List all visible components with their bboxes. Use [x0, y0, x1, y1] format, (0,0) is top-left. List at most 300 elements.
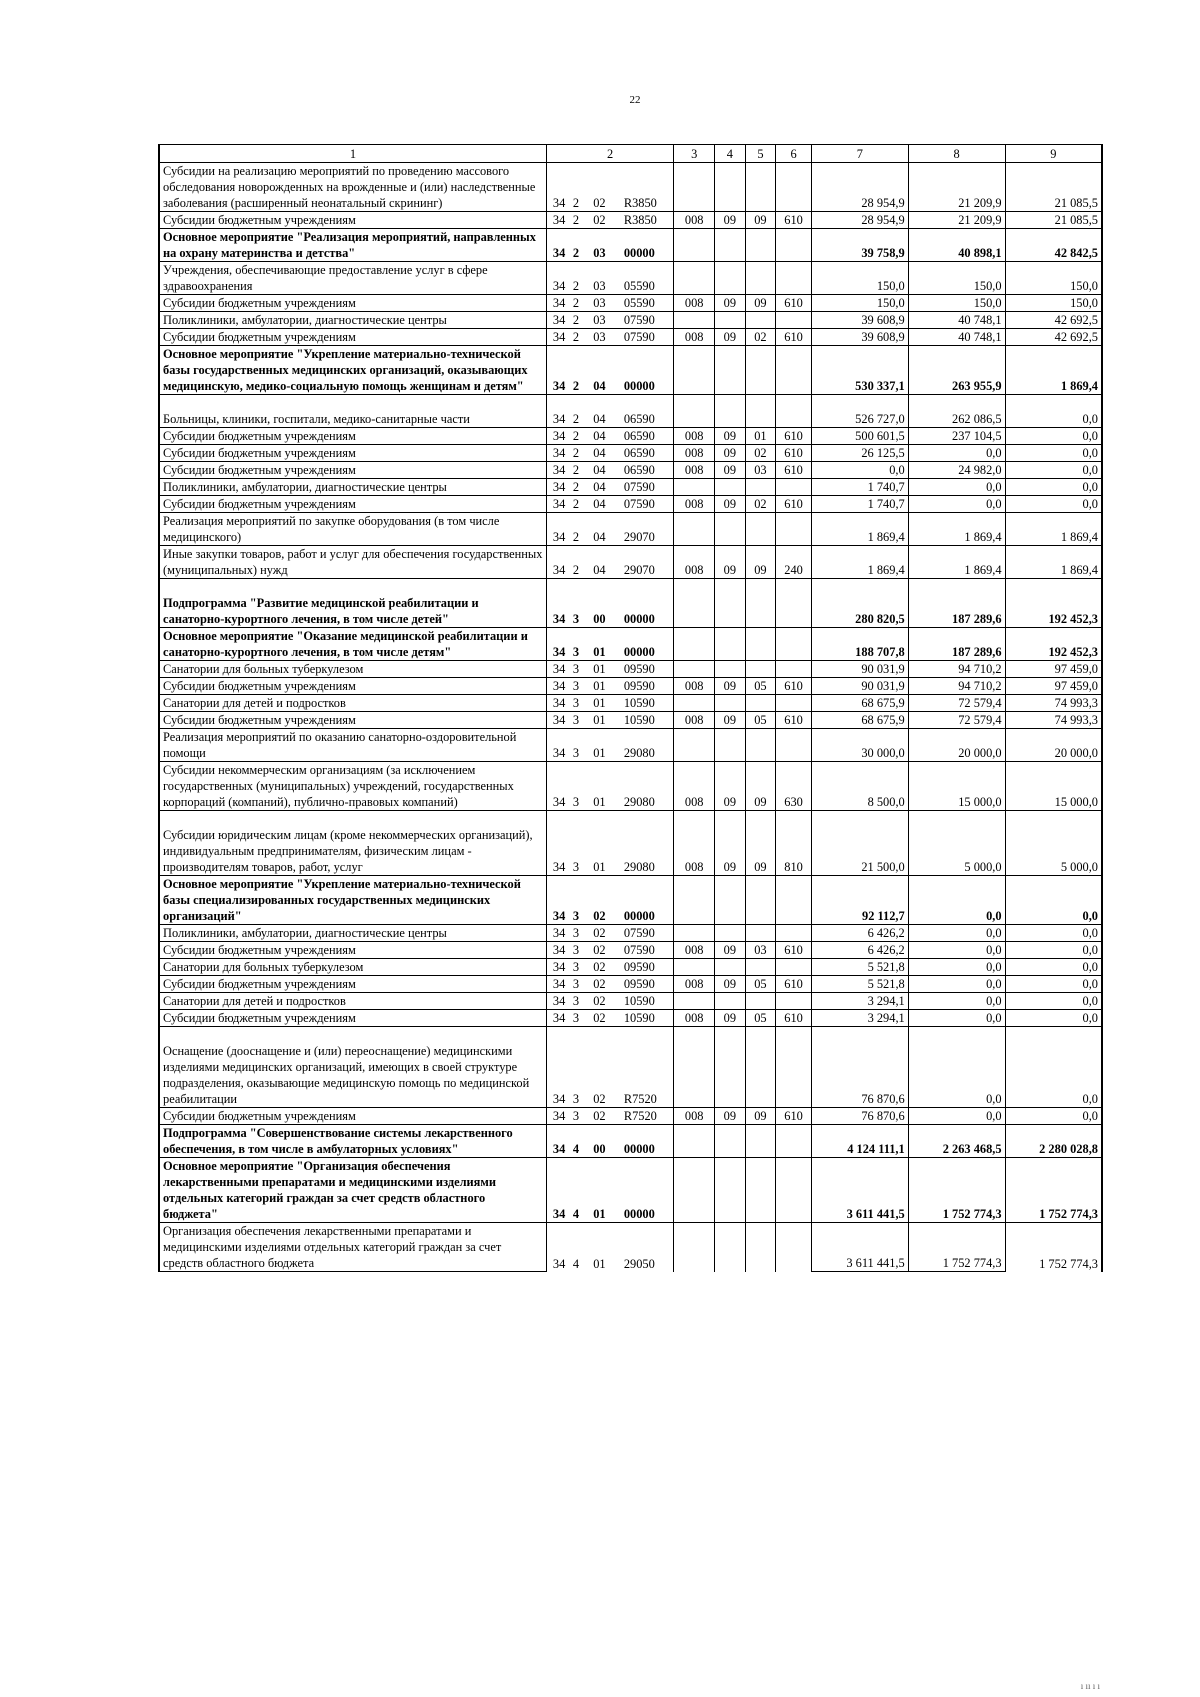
ministry-code	[674, 695, 715, 712]
table-row	[159, 628, 1102, 661]
direction-code: 09590	[623, 661, 674, 678]
expense-type-code: 610	[776, 1010, 812, 1027]
program-code: 34	[546, 661, 571, 678]
row-name: Основное мероприятие "Оказание медицинской реабилитации и санаторно-курортного лечения, в том числе детям"	[159, 628, 546, 661]
section-code: 09	[715, 712, 746, 729]
ministry-code: 008	[674, 546, 715, 579]
subsection-code: 09	[745, 811, 776, 876]
subprogram-code: 4	[572, 1158, 592, 1223]
expense-type-code	[776, 876, 812, 925]
amount-year-3: 0,0	[1005, 1108, 1102, 1125]
amount-year-1: 500 601,5	[811, 428, 908, 445]
section-code	[715, 513, 746, 546]
expense-type-code: 610	[776, 712, 812, 729]
column-header-2: 2	[546, 145, 673, 163]
row-name: Основное мероприятие "Укрепление материально-технической базы государственных медицинских организаций, оказывающих медицинскую, медико-социальную помощь женщинам и детям"	[159, 346, 546, 395]
expense-type-code	[776, 513, 812, 546]
table-row	[159, 1108, 1102, 1125]
subsection-code: 03	[745, 942, 776, 959]
row-name: Субсидии бюджетным учреждениям	[159, 428, 546, 445]
ministry-code	[674, 479, 715, 496]
amount-year-2: 0,0	[908, 1027, 1005, 1108]
expense-type-code: 630	[776, 762, 812, 811]
amount-year-1: 68 675,9	[811, 695, 908, 712]
expense-type-code	[776, 661, 812, 678]
amount-year-2: 0,0	[908, 976, 1005, 993]
program-code: 34	[546, 1027, 571, 1108]
row-name: Подпрограмма "Развитие медицинской реабилитации и санаторно-курортного лечения, в том числе детей"	[159, 579, 546, 628]
amount-year-2: 262 086,5	[908, 395, 1005, 428]
amount-year-2: 0,0	[908, 925, 1005, 942]
program-code: 34	[546, 762, 571, 811]
row-name: Реализация мероприятий по оказанию санаторно-оздоровительной помощи	[159, 729, 546, 762]
expense-type-code	[776, 229, 812, 262]
program-code: 34	[546, 712, 571, 729]
subprogram-code: 2	[572, 212, 592, 229]
amount-year-1: 28 954,9	[811, 163, 908, 212]
amount-year-3: 15 000,0	[1005, 762, 1102, 811]
subsection-code	[745, 959, 776, 976]
amount-year-3: 97 459,0	[1005, 661, 1102, 678]
program-code: 34	[546, 295, 571, 312]
row-name: Субсидии бюджетным учреждениям	[159, 295, 546, 312]
measure-code: 01	[592, 1223, 623, 1272]
expense-type-code	[776, 1027, 812, 1108]
subsection-code: 09	[745, 295, 776, 312]
column-header-9: 9	[1005, 145, 1102, 163]
amount-year-1: 280 820,5	[811, 579, 908, 628]
amount-year-2: 94 710,2	[908, 661, 1005, 678]
table-row	[159, 1158, 1102, 1223]
subsection-code	[745, 1158, 776, 1223]
amount-year-2: 40 748,1	[908, 312, 1005, 329]
row-name: Оснащение (дооснащение и (или) переоснащение) медицинскими изделиями медицинских организаций, имеющих в своей структуре подразделения, оказывающие медицинскую помощь по медицинской реабилитации	[159, 1027, 546, 1108]
ministry-code	[674, 346, 715, 395]
amount-year-2: 21 209,9	[908, 163, 1005, 212]
table-row	[159, 678, 1102, 695]
subprogram-code: 3	[572, 876, 592, 925]
table-row	[159, 163, 1102, 212]
subsection-code	[745, 729, 776, 762]
amount-year-3: 20 000,0	[1005, 729, 1102, 762]
direction-code: 10590	[623, 1010, 674, 1027]
subsection-code	[745, 661, 776, 678]
column-header-5: 5	[745, 145, 776, 163]
table-row	[159, 942, 1102, 959]
ministry-code: 008	[674, 428, 715, 445]
column-header-8: 8	[908, 145, 1005, 163]
program-code: 34	[546, 976, 571, 993]
section-code	[715, 1158, 746, 1223]
subprogram-code: 3	[572, 959, 592, 976]
amount-year-1: 8 500,0	[811, 762, 908, 811]
expense-type-code: 610	[776, 295, 812, 312]
expense-type-code: 610	[776, 212, 812, 229]
direction-code: R3850	[623, 212, 674, 229]
section-code: 09	[715, 329, 746, 346]
table-row	[159, 712, 1102, 729]
amount-year-3: 0,0	[1005, 462, 1102, 479]
section-code	[715, 925, 746, 942]
program-code: 34	[546, 729, 571, 762]
budget-table	[158, 144, 1103, 1272]
amount-year-2: 1 869,4	[908, 513, 1005, 546]
section-code: 09	[715, 212, 746, 229]
direction-code: 29080	[623, 762, 674, 811]
subprogram-code: 2	[572, 229, 592, 262]
subprogram-code: 2	[572, 163, 592, 212]
ministry-code: 008	[674, 329, 715, 346]
direction-code: 00000	[623, 346, 674, 395]
measure-code: 01	[592, 811, 623, 876]
subsection-code	[745, 262, 776, 295]
ministry-code	[674, 229, 715, 262]
amount-year-2: 0,0	[908, 496, 1005, 513]
program-code: 34	[546, 546, 571, 579]
subprogram-code: 2	[572, 513, 592, 546]
amount-year-2: 0,0	[908, 1108, 1005, 1125]
subsection-code	[745, 479, 776, 496]
amount-year-1: 1 740,7	[811, 479, 908, 496]
direction-code: 00000	[623, 876, 674, 925]
ministry-code	[674, 628, 715, 661]
amount-year-1: 150,0	[811, 295, 908, 312]
amount-year-1: 39 608,9	[811, 329, 908, 346]
measure-code: 04	[592, 513, 623, 546]
table-row	[159, 811, 1102, 876]
ministry-code: 008	[674, 678, 715, 695]
subsection-code	[745, 628, 776, 661]
amount-year-1: 530 337,1	[811, 346, 908, 395]
subsection-code: 05	[745, 976, 776, 993]
subprogram-code: 2	[572, 445, 592, 462]
amount-year-3: 42 842,5	[1005, 229, 1102, 262]
ministry-code: 008	[674, 762, 715, 811]
expense-type-code	[776, 163, 812, 212]
measure-code: 01	[592, 695, 623, 712]
amount-year-3: 0,0	[1005, 942, 1102, 959]
row-name: Поликлиники, амбулатории, диагностические центры	[159, 312, 546, 329]
section-code	[715, 695, 746, 712]
amount-year-1: 3 611 441,5	[811, 1223, 908, 1272]
amount-year-2: 94 710,2	[908, 678, 1005, 695]
expense-type-code	[776, 1223, 812, 1272]
subsection-code: 09	[745, 546, 776, 579]
section-code	[715, 959, 746, 976]
subsection-code	[745, 229, 776, 262]
section-code	[715, 661, 746, 678]
subprogram-code: 3	[572, 925, 592, 942]
subsection-code: 02	[745, 445, 776, 462]
program-code: 34	[546, 212, 571, 229]
amount-year-3: 0,0	[1005, 1010, 1102, 1027]
expense-type-code: 810	[776, 811, 812, 876]
row-name: Реализация мероприятий по закупке оборудования (в том числе медицинского)	[159, 513, 546, 546]
row-name: Субсидии бюджетным учреждениям	[159, 942, 546, 959]
measure-code: 04	[592, 496, 623, 513]
expense-type-code	[776, 729, 812, 762]
expense-type-code	[776, 993, 812, 1010]
header-row	[159, 145, 1102, 163]
ministry-code	[674, 1223, 715, 1272]
expense-type-code	[776, 395, 812, 428]
amount-year-3: 192 452,3	[1005, 579, 1102, 628]
amount-year-1: 4 124 111,1	[811, 1125, 908, 1158]
amount-year-1: 39 758,9	[811, 229, 908, 262]
measure-code: 04	[592, 428, 623, 445]
direction-code: 09590	[623, 678, 674, 695]
direction-code: 09590	[623, 959, 674, 976]
page-number: 22	[629, 94, 641, 106]
direction-code: 06590	[623, 445, 674, 462]
direction-code: 29050	[623, 1223, 674, 1272]
section-code: 09	[715, 976, 746, 993]
amount-year-3: 0,0	[1005, 479, 1102, 496]
row-name: Субсидии бюджетным учреждениям	[159, 678, 546, 695]
column-header-1: 1	[159, 145, 546, 163]
subsection-code: 05	[745, 1010, 776, 1027]
expense-type-code: 610	[776, 445, 812, 462]
row-name: Санатории для больных туберкулезом	[159, 661, 546, 678]
amount-year-3: 0,0	[1005, 959, 1102, 976]
subsection-code: 09	[745, 1108, 776, 1125]
section-code	[715, 229, 746, 262]
expense-type-code	[776, 1158, 812, 1223]
measure-code: 04	[592, 462, 623, 479]
row-name: Организация обеспечения лекарственными препаратами и медицинскими изделиями отдельных категорий граждан за счет средств областного бюджета	[159, 1223, 546, 1272]
row-name: Основное мероприятие "Реализация мероприятий, направленных на охрану материнства и детства"	[159, 229, 546, 262]
expense-type-code	[776, 312, 812, 329]
table-row	[159, 428, 1102, 445]
row-name: Субсидии юридическим лицам (кроме некоммерческих организаций), индивидуальным предпринимателям, физическим лицам - производителям товаров, работ, услуг	[159, 811, 546, 876]
amount-year-2: 150,0	[908, 262, 1005, 295]
subprogram-code: 3	[572, 729, 592, 762]
amount-year-1: 5 521,8	[811, 959, 908, 976]
section-code: 09	[715, 1108, 746, 1125]
row-name: Поликлиники, амбулатории, диагностические центры	[159, 925, 546, 942]
direction-code: 00000	[623, 1125, 674, 1158]
ministry-code: 008	[674, 445, 715, 462]
measure-code: 02	[592, 959, 623, 976]
subprogram-code: 3	[572, 976, 592, 993]
subprogram-code: 2	[572, 496, 592, 513]
amount-year-3: 0,0	[1005, 876, 1102, 925]
direction-code: 29070	[623, 513, 674, 546]
expense-type-code	[776, 262, 812, 295]
amount-year-3: 1 752 774,3	[1005, 1158, 1102, 1223]
ministry-code: 008	[674, 976, 715, 993]
ministry-code: 008	[674, 462, 715, 479]
subprogram-code: 2	[572, 346, 592, 395]
amount-year-2: 72 579,4	[908, 695, 1005, 712]
section-code	[715, 579, 746, 628]
expense-type-code: 610	[776, 329, 812, 346]
subprogram-code: 3	[572, 678, 592, 695]
amount-year-1: 3 294,1	[811, 993, 908, 1010]
section-code	[715, 312, 746, 329]
measure-code: 01	[592, 712, 623, 729]
amount-year-1: 39 608,9	[811, 312, 908, 329]
measure-code: 00	[592, 579, 623, 628]
program-code: 34	[546, 262, 571, 295]
amount-year-3: 1 869,4	[1005, 346, 1102, 395]
table-row	[159, 262, 1102, 295]
amount-year-1: 21 500,0	[811, 811, 908, 876]
amount-year-2: 21 209,9	[908, 212, 1005, 229]
table-row	[159, 295, 1102, 312]
program-code: 34	[546, 811, 571, 876]
section-code: 09	[715, 942, 746, 959]
amount-year-1: 68 675,9	[811, 712, 908, 729]
subsection-code	[745, 312, 776, 329]
subprogram-code: 2	[572, 295, 592, 312]
program-code: 34	[546, 579, 571, 628]
expense-type-code: 610	[776, 496, 812, 513]
table-row	[159, 312, 1102, 329]
amount-year-3: 0,0	[1005, 1027, 1102, 1108]
measure-code: 01	[592, 661, 623, 678]
section-code: 09	[715, 428, 746, 445]
expense-type-code: 610	[776, 942, 812, 959]
program-code: 34	[546, 395, 571, 428]
table-row	[159, 445, 1102, 462]
program-code: 34	[546, 678, 571, 695]
amount-year-1: 188 707,8	[811, 628, 908, 661]
ministry-code	[674, 993, 715, 1010]
measure-code: 03	[592, 329, 623, 346]
ministry-code	[674, 729, 715, 762]
table-body	[159, 145, 1102, 1272]
table-row	[159, 695, 1102, 712]
subsection-code	[745, 513, 776, 546]
section-code: 09	[715, 462, 746, 479]
subprogram-code: 2	[572, 479, 592, 496]
measure-code: 04	[592, 445, 623, 462]
subprogram-code: 3	[572, 1108, 592, 1125]
direction-code: 29080	[623, 729, 674, 762]
table-row	[159, 925, 1102, 942]
program-code: 34	[546, 428, 571, 445]
amount-year-2: 24 982,0	[908, 462, 1005, 479]
direction-code: 29070	[623, 546, 674, 579]
direction-code: 00000	[623, 628, 674, 661]
subprogram-code: 3	[572, 712, 592, 729]
amount-year-2: 40 748,1	[908, 329, 1005, 346]
table-row	[159, 729, 1102, 762]
ministry-code	[674, 163, 715, 212]
amount-year-3: 2 280 028,8	[1005, 1125, 1102, 1158]
program-code: 34	[546, 876, 571, 925]
amount-year-2: 40 898,1	[908, 229, 1005, 262]
section-code: 09	[715, 762, 746, 811]
expense-type-code	[776, 959, 812, 976]
subsection-code: 05	[745, 712, 776, 729]
subsection-code: 09	[745, 762, 776, 811]
amount-year-3: 192 452,3	[1005, 628, 1102, 661]
subsection-code: 05	[745, 678, 776, 695]
table-row	[159, 496, 1102, 513]
ministry-code: 008	[674, 212, 715, 229]
measure-code: 02	[592, 942, 623, 959]
section-code: 09	[715, 546, 746, 579]
direction-code: 10590	[623, 993, 674, 1010]
direction-code: 06590	[623, 428, 674, 445]
section-code: 09	[715, 811, 746, 876]
subsection-code	[745, 579, 776, 628]
ministry-code: 008	[674, 942, 715, 959]
direction-code: 07590	[623, 925, 674, 942]
section-code: 09	[715, 496, 746, 513]
direction-code: 05590	[623, 262, 674, 295]
measure-code: 03	[592, 312, 623, 329]
amount-year-2: 0,0	[908, 959, 1005, 976]
ministry-code	[674, 579, 715, 628]
ministry-code	[674, 959, 715, 976]
program-code: 34	[546, 695, 571, 712]
subprogram-code: 3	[572, 942, 592, 959]
section-code	[715, 262, 746, 295]
amount-year-2: 1 869,4	[908, 546, 1005, 579]
expense-type-code: 610	[776, 1108, 812, 1125]
direction-code: R7520	[623, 1027, 674, 1108]
program-code: 34	[546, 1125, 571, 1158]
subprogram-code: 3	[572, 1027, 592, 1108]
row-name: Субсидии бюджетным учреждениям	[159, 712, 546, 729]
amount-year-2: 1 752 774,3	[908, 1158, 1005, 1223]
section-code	[715, 1125, 746, 1158]
direction-code: 09590	[623, 976, 674, 993]
subsection-code	[745, 993, 776, 1010]
measure-code: 03	[592, 229, 623, 262]
subprogram-code: 3	[572, 628, 592, 661]
table-row	[159, 546, 1102, 579]
subsection-code	[745, 925, 776, 942]
subsection-code	[745, 395, 776, 428]
ministry-code	[674, 1158, 715, 1223]
subsection-code	[745, 695, 776, 712]
expense-type-code: 240	[776, 546, 812, 579]
section-code: 09	[715, 1010, 746, 1027]
subsection-code	[745, 1125, 776, 1158]
direction-code: 06590	[623, 462, 674, 479]
subprogram-code: 4	[572, 1125, 592, 1158]
program-code: 34	[546, 1010, 571, 1027]
program-code: 34	[546, 1223, 571, 1272]
program-code: 34	[546, 163, 571, 212]
subsection-code: 03	[745, 462, 776, 479]
subsection-code	[745, 1027, 776, 1108]
subprogram-code: 3	[572, 993, 592, 1010]
program-code: 34	[546, 925, 571, 942]
subprogram-code: 2	[572, 462, 592, 479]
expense-type-code: 610	[776, 462, 812, 479]
expense-type-code	[776, 628, 812, 661]
column-header-6: 6	[776, 145, 812, 163]
subprogram-code: 3	[572, 1010, 592, 1027]
row-name: Субсидии бюджетным учреждениям	[159, 1010, 546, 1027]
subprogram-code: 3	[572, 695, 592, 712]
measure-code: 02	[592, 1010, 623, 1027]
row-name: Субсидии бюджетным учреждениям	[159, 1108, 546, 1125]
amount-year-3: 0,0	[1005, 428, 1102, 445]
section-code	[715, 163, 746, 212]
ministry-code: 008	[674, 1108, 715, 1125]
amount-year-3: 150,0	[1005, 295, 1102, 312]
amount-year-3: 74 993,3	[1005, 695, 1102, 712]
amount-year-3: 0,0	[1005, 976, 1102, 993]
row-name: Субсидии бюджетным учреждениям	[159, 496, 546, 513]
amount-year-1: 90 031,9	[811, 661, 908, 678]
